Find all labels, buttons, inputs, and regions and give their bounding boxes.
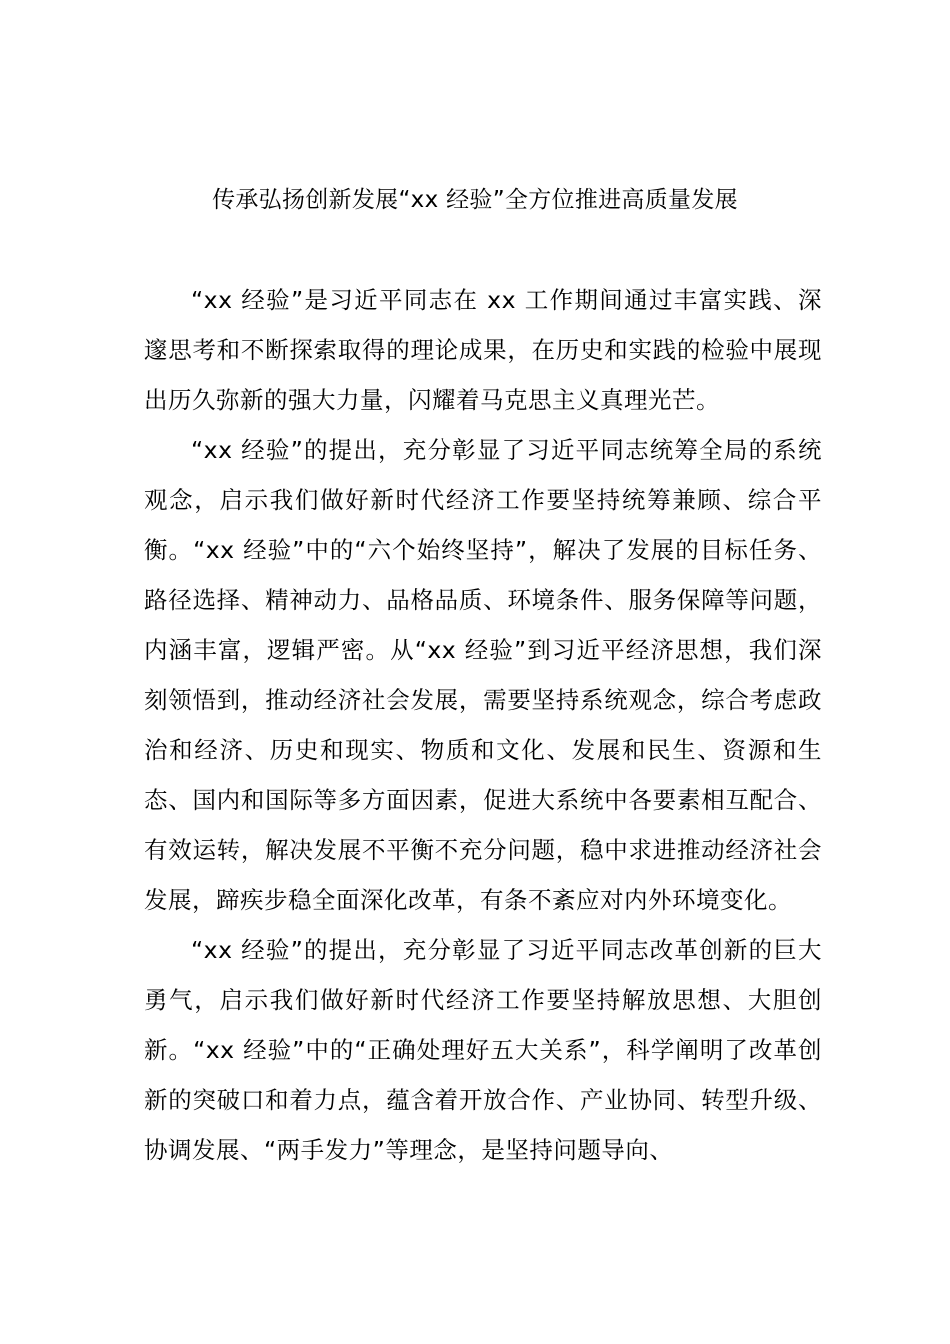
document-title: 传承弘扬创新发展“xx 经验”全方位推进高质量发展	[212, 187, 738, 213]
paragraph-1: “xx 经验”是习近平同志在 xx 工作期间通过丰富实践、深邃思考和不断探索取得的理论成果，在历史和实践的检验中展现出历久弥新的强大力量，闪耀着马克思主义真理光芒。	[144, 286, 822, 414]
document-body	[144, 275, 822, 1175]
paragraph-2: “xx 经验”的提出，充分彰显了习近平同志统筹全局的系统观念，启示我们做好新时代经济工作要坚持统筹兼顾、综合平衡。“xx 经验”中的“六个始终坚持”，解决了发展的目标任务、路径选择、精神动力、品格品质、环境条件、服务保障等问题，内涵丰富，逻辑严密。从“xx 经验”到习近平经济思想，我们深刻领悟到，推动经济社会发展，需要坚持系统观念，综合考虑政治和经济、历史和现实、物质和文化、发展和民生、资源和生态、国内和国际等多方面因素，促进大系统中各要素相互配合、有效运转，解决发展不平衡不充分问题，稳中求进推动经济社会发展，蹄疾步稳全面深化改革，有条不紊应对内外环境变化。	[144, 436, 822, 914]
paragraph-3: “xx 经验”的提出，充分彰显了习近平同志改革创新的巨大勇气，启示我们做好新时代经济工作要坚持解放思想、大胆创新。“xx 经验”中的“正确处理好五大关系”，科学阐明了改革创新的突破口和着力点，蕴含着开放合作、产业协同、转型升级、协调发展、“两手发力”等理念，是坚持问题导向、	[144, 936, 822, 1164]
